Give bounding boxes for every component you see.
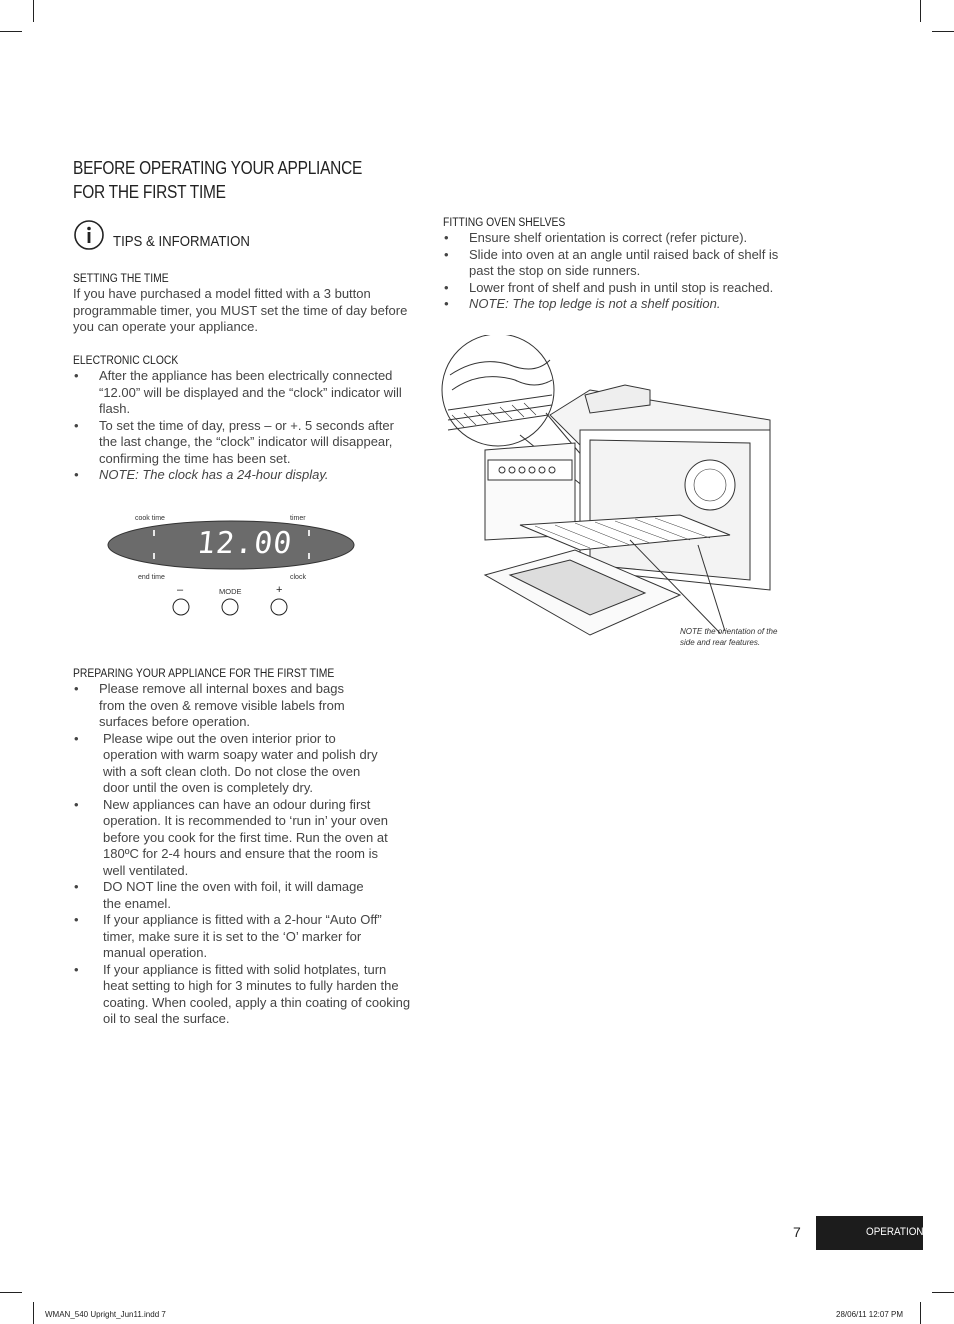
list-item: • If your appliance is fitted with a 2-hour “Auto Off” timer, make sure it is set to the ‘O’ marker for manual operation.	[73, 912, 383, 962]
clock-label: clock	[290, 574, 306, 581]
list-item: • Slide into oven at an angle until raised back of shelf is past the stop on side runners.	[443, 247, 783, 280]
list-item: • New appliances can have an odour during first operation. It is recommended to ‘run in’ your oven before you cook for the first time. Run the oven at 180ºC for 2-4 hours and ensure that the room is well ventilated.	[73, 797, 399, 880]
crop-mark	[920, 1302, 921, 1324]
list-item: • NOTE: The top ledge is not a shelf position.	[443, 296, 783, 313]
footer-date: 28/06/11 12:07 PM	[836, 1310, 904, 1319]
section-tab-label: OPERATION	[866, 1226, 924, 1238]
timer-label: timer	[290, 515, 306, 522]
list-item: • Ensure shelf orientation is correct (refer picture).	[443, 230, 783, 247]
figure-note	[680, 626, 777, 648]
list-item: • After the appliance has been electrically connected “12.00” will be displayed and the “clock” indicator will flash.	[73, 368, 411, 418]
crop-mark	[0, 1292, 22, 1293]
oven-shelf-illustration	[440, 335, 785, 640]
list-item: • Please wipe out the oven interior prior to operation with warm soapy water and polish dry with a soft clean cloth. Do not close the oven door until the oven is completely dry.	[73, 731, 383, 797]
electronic-clock-section	[73, 355, 411, 484]
crop-mark	[932, 1292, 954, 1293]
fitting-shelves-section	[443, 217, 783, 313]
section-tab	[816, 1216, 923, 1250]
crop-mark	[0, 31, 22, 32]
cook-time-label: cook time	[135, 515, 165, 522]
plus-label: +	[276, 584, 283, 596]
minus-label: –	[177, 584, 184, 596]
figure-note-line2: side and rear features.	[680, 638, 761, 647]
page-number: 7	[793, 1224, 801, 1240]
fitting-shelves-title: FITTING OVEN SHELVES	[443, 217, 566, 229]
clock-display: 12.00	[195, 526, 295, 561]
list-item: • If your appliance is fitted with solid hotplates, turn heat setting to high for 3 minutes to fully harden the coating. When cooled, apply a thin coating of cooking oil to seal the surface.	[73, 962, 413, 1028]
setting-time-text: If you have purchased a model fitted with a 3 button programmable timer, you MUST set the time of day before you can operate your appliance.	[73, 286, 408, 334]
mode-label: MODE	[219, 587, 242, 596]
page-title-line1: BEFORE OPERATING YOUR APPLIANCE	[73, 158, 363, 178]
tips-heading: TIPS & INFORMATION	[113, 233, 250, 250]
figure-note-line1: NOTE the orientation of the	[680, 627, 778, 636]
info-icon	[73, 219, 105, 256]
footer-file: WMAN_540 Upright_Jun11.indd 7	[45, 1310, 166, 1319]
preparing-title: PREPARING YOUR APPLIANCE FOR THE FIRST TIME	[73, 668, 335, 680]
electronic-clock-title: ELECTRONIC CLOCK	[73, 355, 179, 367]
list-item: • Lower front of shelf and push in until stop is reached.	[443, 280, 783, 297]
list-item: • NOTE: The clock has a 24-hour display.	[73, 467, 411, 484]
list-item: • DO NOT line the oven with foil, it will damage the enamel.	[73, 879, 369, 912]
page-title-line2: FOR THE FIRST TIME	[73, 182, 226, 202]
preparing-section	[73, 668, 413, 1028]
list-item: • Please remove all internal boxes and bags from the oven & remove visible labels from surfaces before operation.	[73, 681, 359, 731]
list-item: • To set the time of day, press – or +. 5 seconds after the last change, the “clock” indicator will disappear, confirming the time has been set.	[73, 418, 411, 468]
crop-mark	[932, 31, 954, 32]
end-time-label: end time	[138, 574, 165, 581]
crop-mark	[33, 1302, 34, 1324]
setting-time-section	[73, 273, 418, 336]
page-title	[73, 156, 362, 204]
clock-panel	[105, 510, 360, 620]
crop-mark	[33, 0, 34, 22]
crop-mark	[920, 0, 921, 22]
setting-time-title: SETTING THE TIME	[73, 273, 169, 285]
